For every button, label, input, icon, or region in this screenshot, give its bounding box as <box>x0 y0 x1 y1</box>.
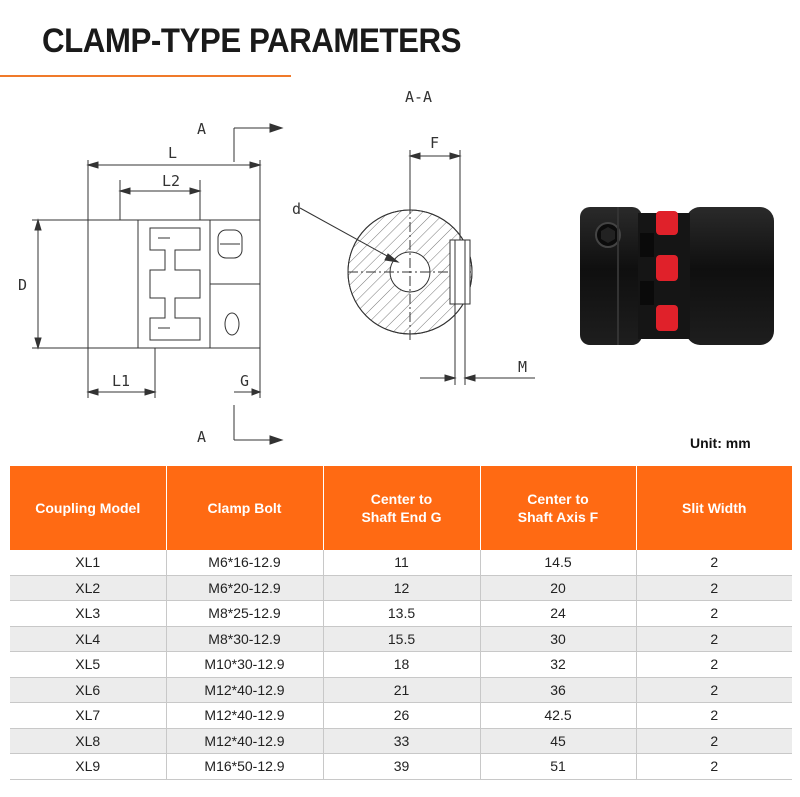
table-cell: 11 <box>323 550 480 575</box>
table-header-row <box>10 466 792 550</box>
table-row <box>10 728 792 754</box>
column-header-line: Clamp Bolt <box>207 500 282 516</box>
table-cell: 13.5 <box>323 601 480 627</box>
table-cell: 39 <box>323 754 480 780</box>
table-cell: 2 <box>636 652 792 678</box>
label-l: L <box>168 144 178 162</box>
table-row <box>10 626 792 652</box>
table-cell: 32 <box>480 652 636 678</box>
table-cell: 45 <box>480 728 636 754</box>
label-g: G <box>240 372 250 390</box>
table-cell: M6*20-12.9 <box>166 575 323 601</box>
table-body <box>10 550 792 779</box>
table-cell: XL5 <box>10 652 166 678</box>
table-cell: XL6 <box>10 677 166 703</box>
table-cell: XL1 <box>10 550 166 575</box>
parameters-table <box>10 466 792 780</box>
table-cell: 26 <box>323 703 480 729</box>
table-cell: M16*50-12.9 <box>166 754 323 780</box>
table-cell: 30 <box>480 626 636 652</box>
table-cell: M6*16-12.9 <box>166 550 323 575</box>
table-cell: 42.5 <box>480 703 636 729</box>
label-d-outer: D <box>18 276 28 294</box>
column-header-line: Slit Width <box>682 500 747 516</box>
table-cell: 21 <box>323 677 480 703</box>
table-row <box>10 754 792 780</box>
title-underline <box>0 75 291 77</box>
label-l1: L1 <box>112 372 131 390</box>
table-cell: XL3 <box>10 601 166 627</box>
table-row <box>10 601 792 627</box>
label-d-bore: d <box>292 200 302 218</box>
column-header-line: Center to <box>527 491 589 507</box>
table-cell: 2 <box>636 728 792 754</box>
table-cell: M12*40-12.9 <box>166 677 323 703</box>
column-header <box>480 466 636 550</box>
table-cell: M12*40-12.9 <box>166 728 323 754</box>
column-header <box>166 466 323 550</box>
label-a-top: A <box>197 120 207 138</box>
table-cell: XL4 <box>10 626 166 652</box>
table-cell: 2 <box>636 575 792 601</box>
table-cell: 14.5 <box>480 550 636 575</box>
column-header-line: Shaft Axis F <box>517 509 599 525</box>
table-row <box>10 677 792 703</box>
column-header <box>636 466 792 550</box>
label-m: M <box>518 358 528 376</box>
table-cell: 15.5 <box>323 626 480 652</box>
table-cell: 20 <box>480 575 636 601</box>
column-header-line: Coupling Model <box>35 500 141 516</box>
column-header <box>10 466 166 550</box>
table-cell: 51 <box>480 754 636 780</box>
unit-label: Unit: mm <box>690 435 751 451</box>
table-row <box>10 550 792 575</box>
table-cell: 33 <box>323 728 480 754</box>
column-header <box>323 466 480 550</box>
section-label: A-A <box>405 88 433 106</box>
table-cell: M8*30-12.9 <box>166 626 323 652</box>
table-cell: XL8 <box>10 728 166 754</box>
table-cell: M10*30-12.9 <box>166 652 323 678</box>
technical-drawing <box>0 80 560 450</box>
table-cell: 36 <box>480 677 636 703</box>
label-l2: L2 <box>162 172 181 190</box>
table-cell: 2 <box>636 703 792 729</box>
table-cell: 12 <box>323 575 480 601</box>
table-cell: M8*25-12.9 <box>166 601 323 627</box>
coupling-product-photo <box>578 205 778 347</box>
table-row <box>10 575 792 601</box>
table-cell: 2 <box>636 601 792 627</box>
table-cell: XL2 <box>10 575 166 601</box>
label-a-bottom: A <box>197 428 207 446</box>
table-cell: 2 <box>636 677 792 703</box>
table-row <box>10 652 792 678</box>
table-cell: 2 <box>636 626 792 652</box>
column-header-line: Center to <box>370 491 433 507</box>
table-cell: M12*40-12.9 <box>166 703 323 729</box>
table-cell: 18 <box>323 652 480 678</box>
table-cell: XL7 <box>10 703 166 729</box>
table-row <box>10 703 792 729</box>
label-f: F <box>430 134 440 152</box>
table-cell: 24 <box>480 601 636 627</box>
column-header-line: Shaft End G <box>361 509 442 525</box>
table-cell: XL9 <box>10 754 166 780</box>
table-cell: 2 <box>636 550 792 575</box>
table-cell: 2 <box>636 754 792 780</box>
page-title: CLAMP-TYPE PARAMETERS <box>42 22 462 60</box>
